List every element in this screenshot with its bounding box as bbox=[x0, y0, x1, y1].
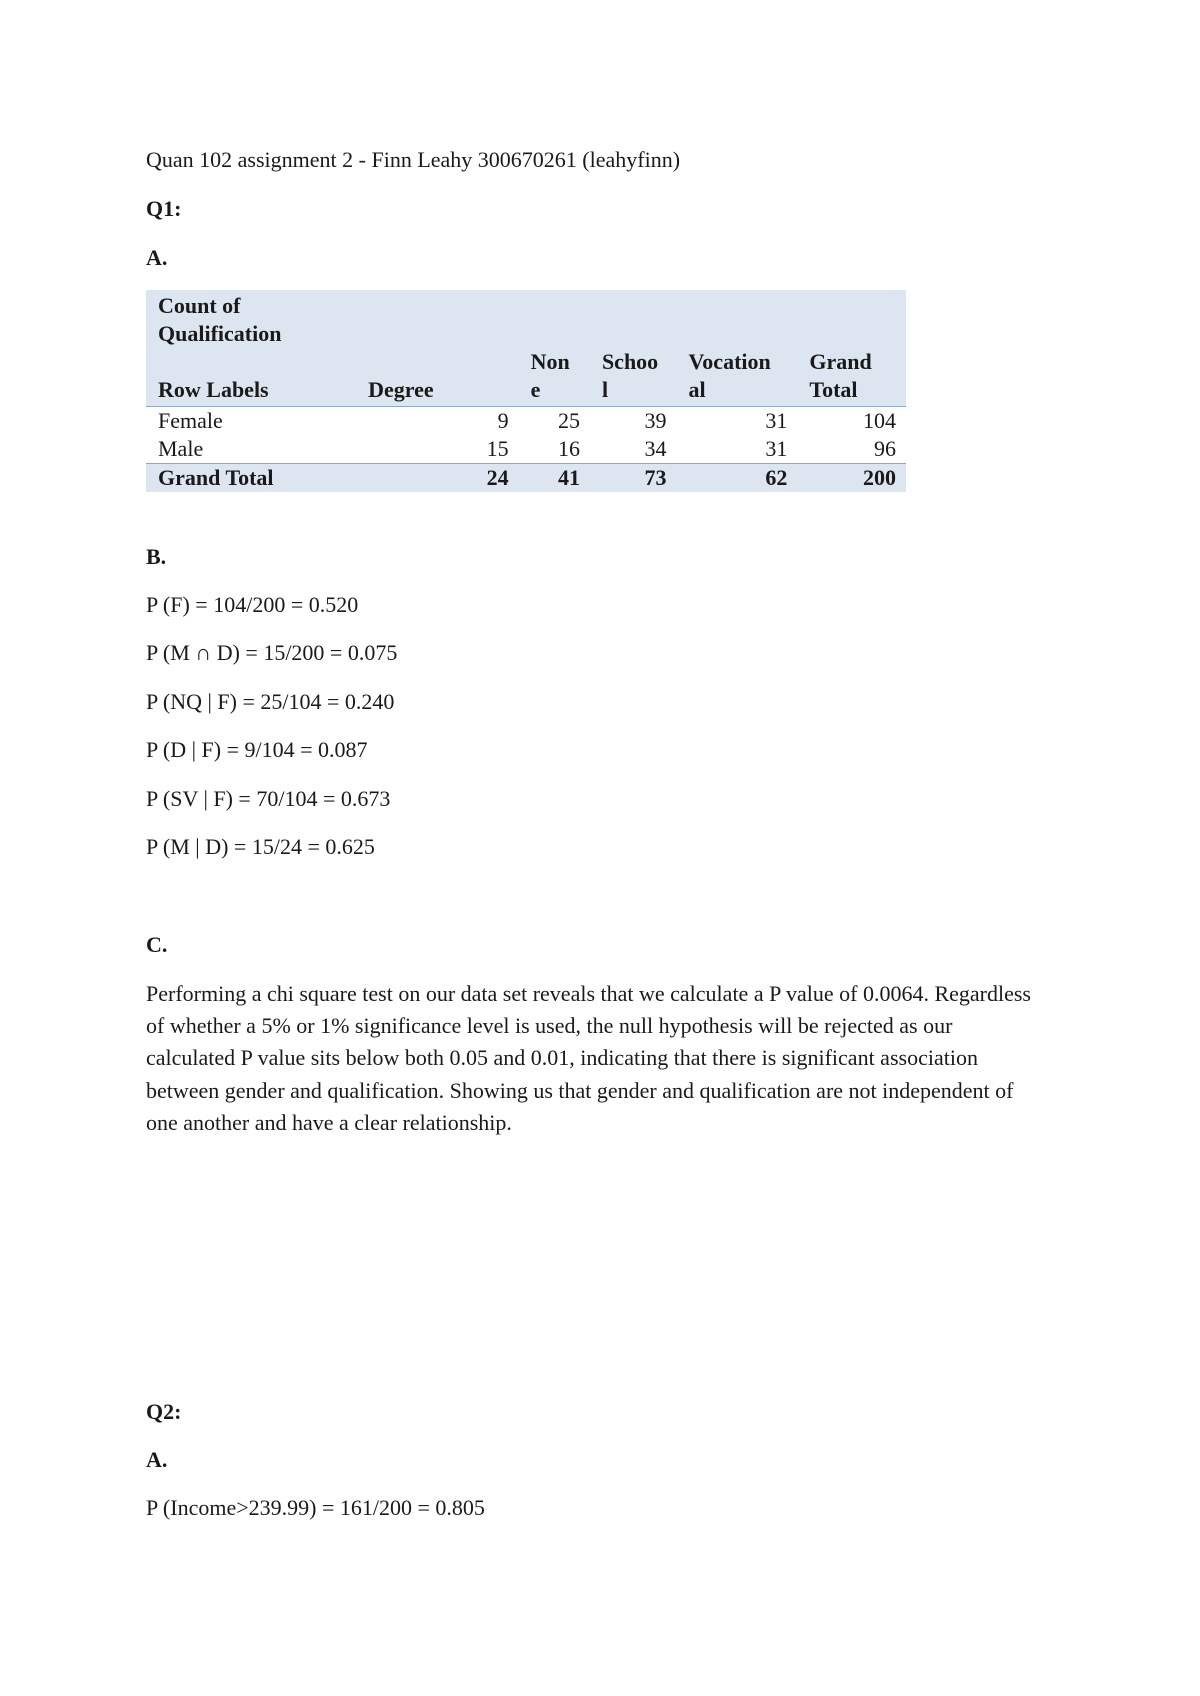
row-labels-header: Row Labels bbox=[146, 348, 356, 407]
probability-line: P (F) = 104/200 = 0.520 bbox=[146, 592, 359, 617]
table-cell: 73 bbox=[590, 464, 677, 493]
table-row bbox=[146, 435, 906, 464]
table-cell: 41 bbox=[519, 464, 590, 493]
table-cell: 96 bbox=[874, 436, 896, 461]
probability-line: P (D | F) = 9/104 = 0.087 bbox=[146, 737, 368, 762]
q1-heading: Q1: bbox=[146, 196, 182, 221]
document-title: Quan 102 assignment 2 - Finn Leahy 300670261 (leahyfinn) bbox=[146, 147, 681, 172]
table-cell: 9 bbox=[497, 408, 509, 433]
pivot-table bbox=[146, 290, 906, 492]
probability-line: P (NQ | F) = 25/104 = 0.240 bbox=[146, 689, 395, 714]
table-cell: 31 bbox=[765, 436, 788, 461]
probability-line: P (Income>239.99) = 161/200 = 0.805 bbox=[146, 1495, 485, 1520]
table-cell: 104 bbox=[863, 408, 896, 433]
pivot-corner-label: Count of Qualification bbox=[146, 290, 356, 348]
column-header: Grand Total bbox=[797, 348, 906, 407]
table-cell: 31 bbox=[765, 408, 788, 433]
table-cell: 24 bbox=[356, 464, 518, 493]
probability-line: P (M | D) = 15/24 = 0.625 bbox=[146, 834, 375, 859]
grand-total-row bbox=[146, 464, 906, 493]
table-cell: 25 bbox=[557, 408, 580, 433]
row-label: Grand Total bbox=[146, 464, 356, 493]
chi-square-paragraph: Performing a chi square test on our data set reveals that we calculate a P value of 0.0064. Regardless of whether a 5% or 1% significance level is used, the null hypothesis will be rejected as our calculated P value sits below both 0.05 and 0.01, indicating that there is significant association between gender and qualification. Showing us that gender and qualification are not independent of one another and have a clear relationship. bbox=[146, 981, 1031, 1135]
q1-part-c-label: C. bbox=[146, 932, 168, 957]
probability-line: P (SV | F) = 70/104 = 0.673 bbox=[146, 786, 391, 811]
table-cell: 15 bbox=[486, 436, 509, 461]
q1-part-b-label: B. bbox=[146, 544, 167, 569]
row-label: Male bbox=[158, 436, 204, 461]
table-cell: 200 bbox=[797, 464, 906, 493]
table-cell: 16 bbox=[557, 436, 580, 461]
q2-part-a-label: A. bbox=[146, 1447, 168, 1472]
table-cell: 39 bbox=[644, 408, 667, 433]
q1-part-a-label: A. bbox=[146, 245, 168, 270]
table-cell: 34 bbox=[644, 436, 667, 461]
column-header: Non e bbox=[519, 348, 590, 407]
column-header: Vocation al bbox=[676, 348, 797, 407]
table-cell: 62 bbox=[676, 464, 797, 493]
table-row bbox=[146, 407, 906, 436]
row-label: Female bbox=[158, 408, 223, 433]
column-header: Degree bbox=[356, 348, 518, 407]
column-header: Schoo l bbox=[590, 348, 677, 407]
q2-heading: Q2: bbox=[146, 1399, 182, 1424]
probability-line: P (M ∩ D) = 15/200 = 0.075 bbox=[146, 640, 398, 665]
